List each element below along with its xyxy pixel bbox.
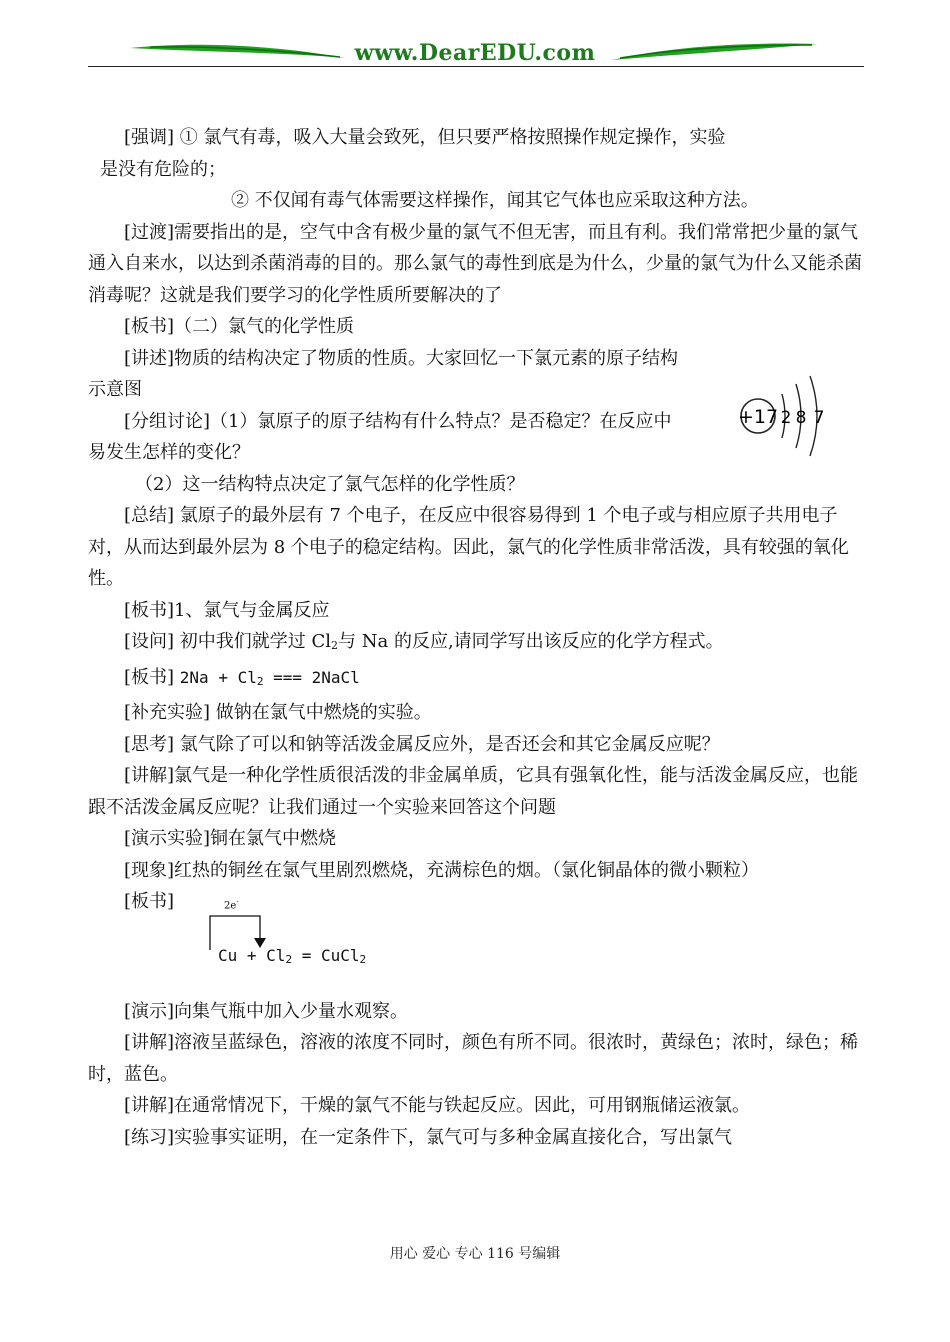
paragraph-explanation-2: [讲解]溶液呈蓝绿色，溶液的浓度不同时，颜色有所不同。很浓时，黄绿色；浓时，绿色；稀时，蓝色。: [88, 1032, 859, 1085]
paragraph-board-equation: [板书] $2Na + Cl_2$ === 2NaCl: [124, 666, 360, 688]
paragraph-phenomenon: [现象]红热的铜丝在氯气里剧烈燃烧，充满棕色的烟。（氯化铜晶体的微小颗粒）: [124, 859, 760, 881]
paragraph-supplementary-experiment: [补充实验] 做钠在氯气中燃烧的实验。: [124, 702, 432, 723]
paragraph-board-metals: [板书]1、氯气与金属反应: [124, 599, 330, 621]
site-logo[interactable]: www.DearEDU.com: [354, 40, 596, 66]
shell-3-electrons: 7: [813, 408, 825, 428]
paragraph-board-label: [板书]: [124, 891, 175, 912]
paragraph-emphasis-cont: 是没有危险的；: [100, 158, 226, 180]
document-body: [88, 122, 864, 1153]
paragraph-transition: [过渡]需要指出的是，空气中含有极少量的氯气不但无害，而且有利。我们常常把少量的氯气通入自来水，以达到杀菌消毒的目的。那么氯气的毒性到底是为什么，少量的氯气为什么又能杀菌消毒呢？这就是我们要学习的化学性质所要解决的了: [88, 221, 862, 306]
shell-1-electrons: 2: [780, 408, 792, 428]
right-leaf-decoration: [612, 38, 822, 66]
shell-2-electrons: 8: [795, 408, 807, 428]
electron-transfer-label: 2e-: [224, 897, 239, 911]
paragraph-emphasis: [强调] ① 氯气有毒，吸入大量会致死，但只要严格按照操作规定操作，实验: [124, 127, 726, 148]
paragraph-group-discussion: [分组讨论]（1）氯原子的原子结构有什么特点？是否稳定？在反应中易发生怎样的变化？: [88, 410, 672, 463]
nucleus-charge: +17: [737, 406, 779, 428]
paragraph-summary: [总结] 氯原子的最外层有 7 个电子，在反应中很容易得到 1 个电子或与相应原子共用电子对，从而达到最外层为 8 个电子的稳定结构。因此，氯气的化学性质非常活泼，具有较强的氧化性。: [88, 505, 849, 589]
paragraph-question: [设问] 初中我们就学过 $Cl_2$与 Na 的反应,请同学写出该反应的化学方程式。: [124, 631, 724, 652]
paragraph-explanation-3: [讲解]在通常情况下，干燥的氯气不能与铁起反应。因此，可用钢瓶储运液氯。: [124, 1095, 751, 1116]
paragraph-discussion-2: （2）这一结构特点决定了氯气怎样的化学性质？: [135, 473, 525, 495]
header-divider: [88, 66, 864, 67]
paragraph-explanation-1: [讲解]氯气是一种化学性质很活泼的非金属单质，它具有强氧化性，能与活泼金属反应，也能跟不活泼金属反应呢？让我们通过一个实验来回答这个问题: [88, 765, 859, 818]
left-leaf-decoration: [130, 38, 350, 66]
paragraph-think: [思考] 氯气除了可以和钠等活泼金属反应外，是否还会和其它金属反应呢？: [124, 733, 720, 755]
page-footer: 用心 爱心 专心 116 号编辑: [389, 1246, 561, 1262]
paragraph-board-heading: [板书]（二）氯气的化学性质: [124, 316, 355, 337]
paragraph-narration: [讲述]物质的结构决定了物质的性质。大家回忆一下氯元素的原子结构示意图: [88, 347, 679, 400]
paragraph-demo-water: [演示]向集气瓶中加入少量水观察。: [124, 1000, 409, 1022]
paragraph-demo-experiment: [演示实验]铜在氯气中燃烧: [124, 828, 337, 849]
paragraph-emphasis-2: ② 不仅闻有毒气体需要这样操作，闻其它气体也应采取这种方法。: [231, 190, 759, 211]
copper-chlorine-reaction: [206, 897, 864, 996]
paragraph-exercise: [练习]实验事实证明，在一定条件下，氯气可与多种金属直接化合，写出氯气: [124, 1126, 733, 1148]
reaction-equation: $Cu + Cl_2$ = CuCl$_2$: [218, 945, 367, 966]
